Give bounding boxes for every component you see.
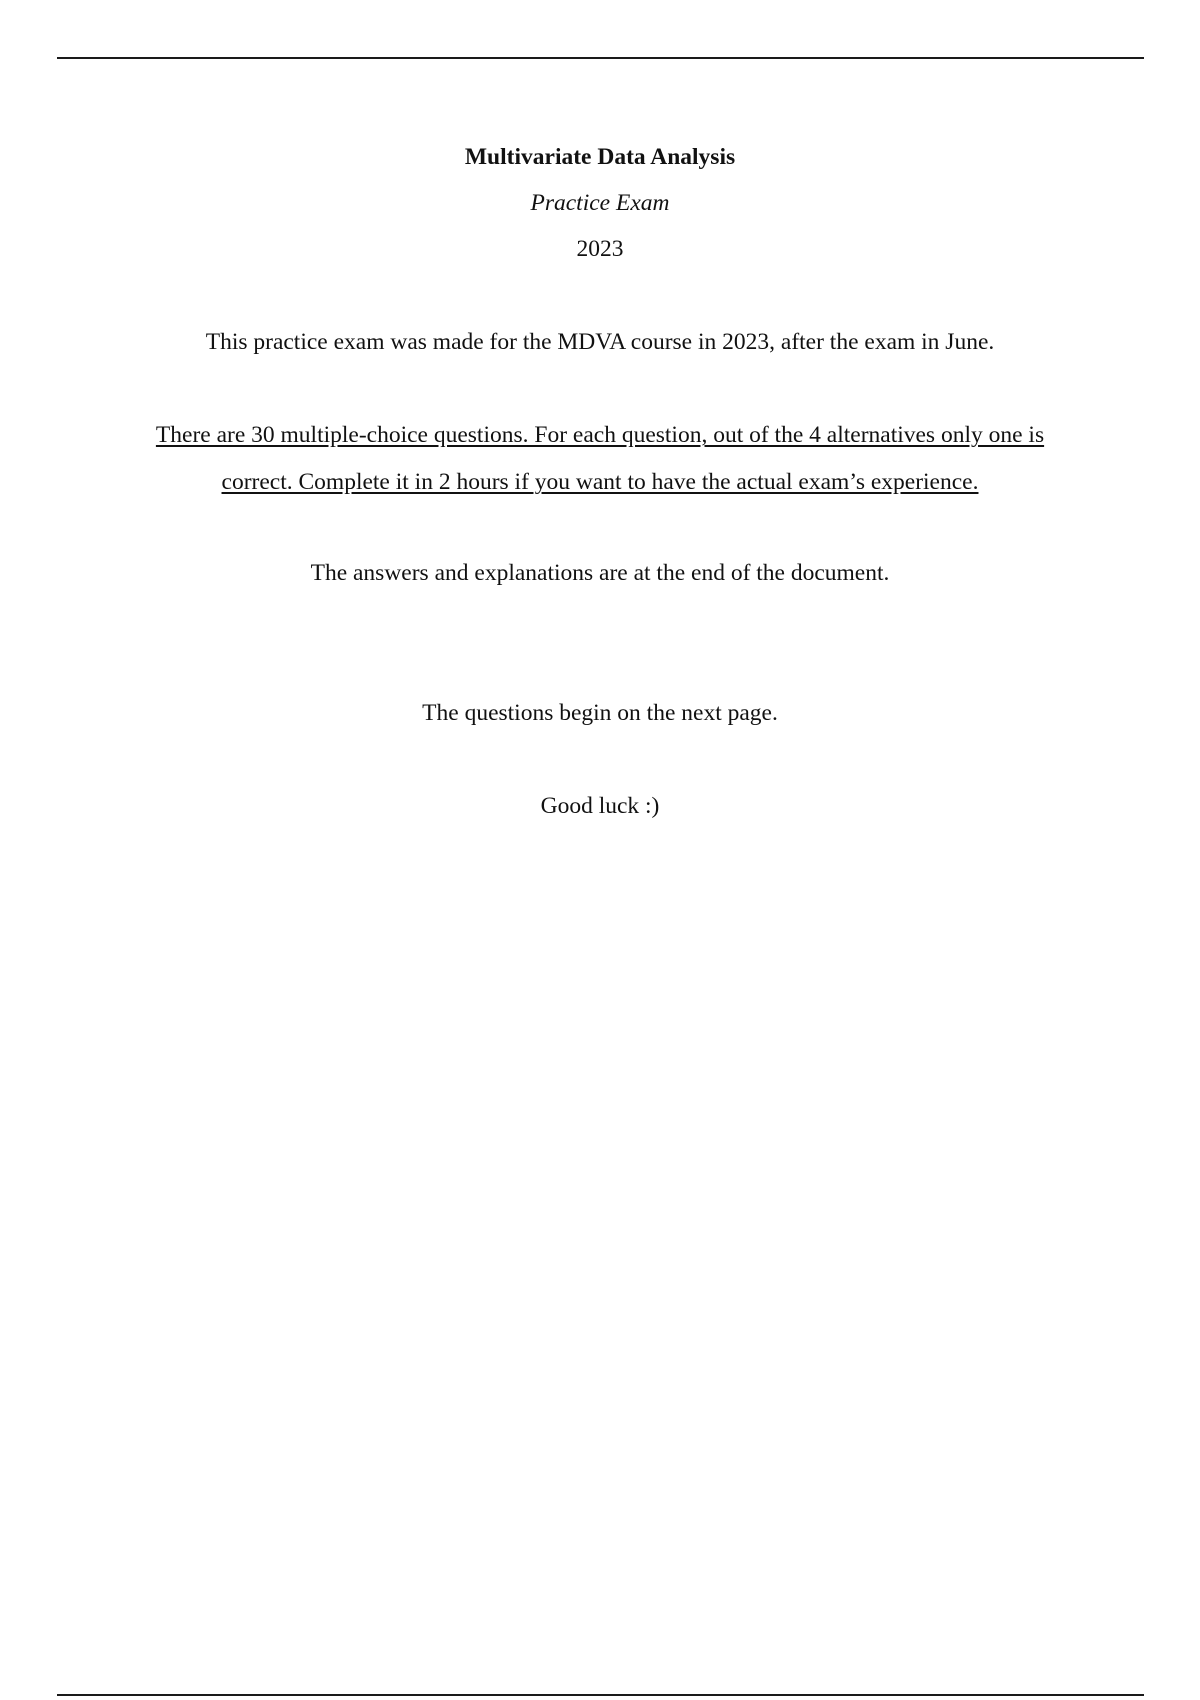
document-subtitle: Practice Exam — [530, 190, 670, 216]
next-page-note: The questions begin on the next page. — [422, 700, 778, 726]
instructions-line-2: correct. Complete it in 2 hours if you want to have the actual exam’s experience. — [221, 469, 979, 495]
answers-note: The answers and explanations are at the end of the document. — [310, 560, 890, 586]
document-year: 2023 — [576, 236, 624, 262]
header-rule — [57, 57, 1144, 59]
document-title: Multivariate Data Analysis — [464, 144, 736, 170]
closing-note: Good luck :) — [540, 793, 660, 819]
instructions-line-1: There are 30 multiple-choice questions. For each question, out of the 4 alternatives only one is — [155, 422, 1045, 448]
footer-rule — [57, 1694, 1144, 1696]
intro-paragraph: This practice exam was made for the MDVA course in 2023, after the exam in June. — [205, 329, 995, 355]
